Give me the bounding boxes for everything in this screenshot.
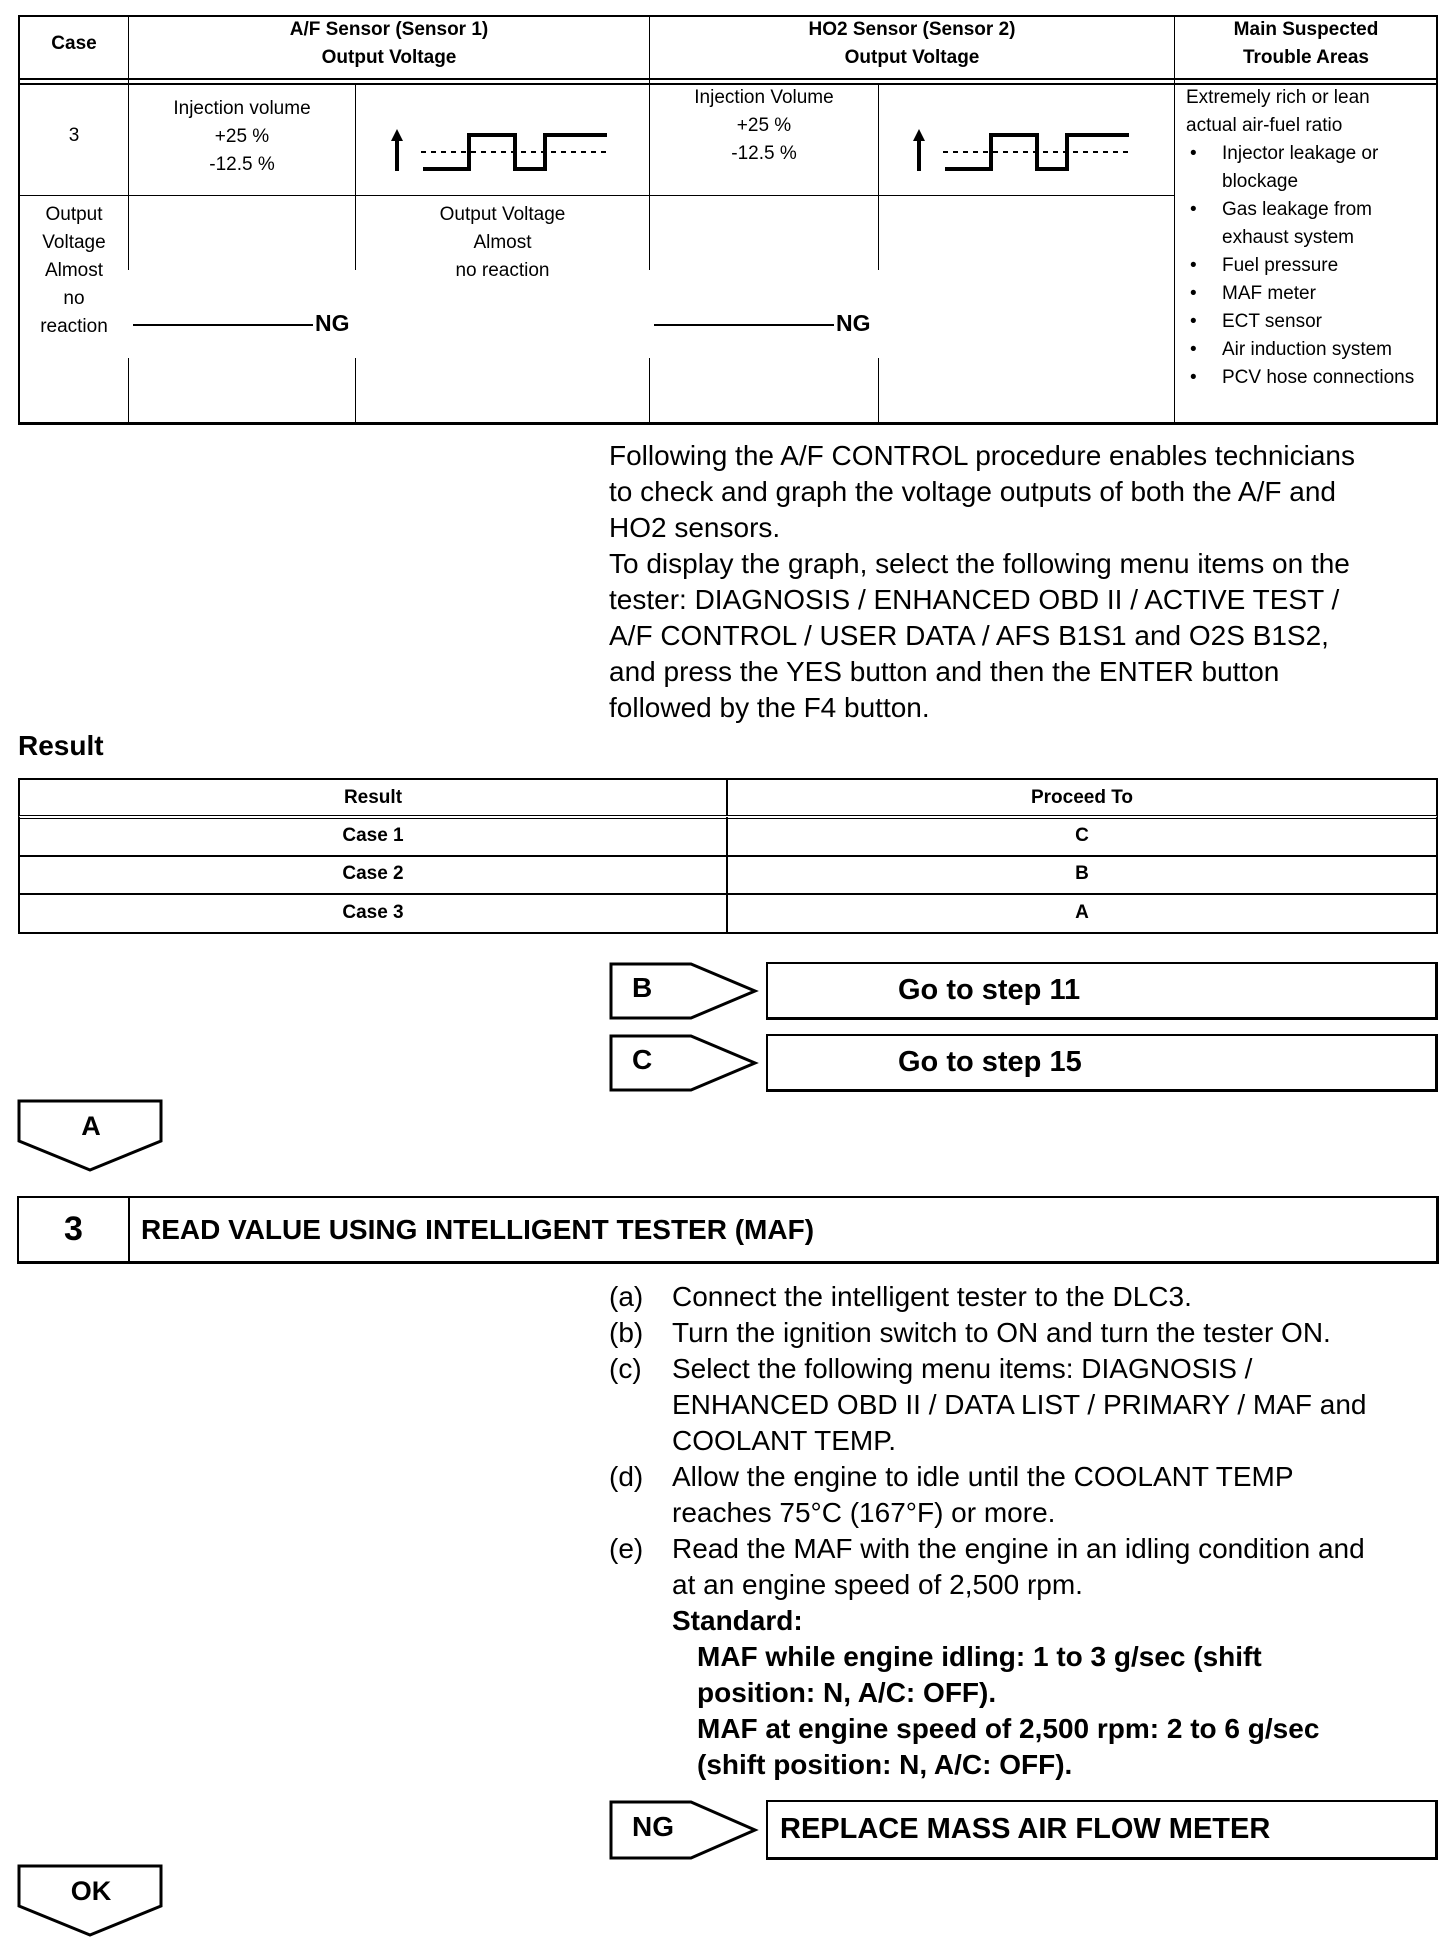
text-line: Almost bbox=[44, 260, 104, 281]
header-af-sensor bbox=[129, 16, 649, 72]
af-injection bbox=[129, 95, 355, 179]
proceed-cell: C bbox=[1075, 825, 1089, 846]
text-line: Almost bbox=[473, 232, 532, 253]
table-row bbox=[18, 893, 1438, 934]
header-result: Result bbox=[20, 780, 728, 815]
result-cell: Case 2 bbox=[20, 855, 728, 893]
branch-label-ok: OK bbox=[70, 1876, 112, 1906]
text-line: actual air-fuel ratio bbox=[1186, 115, 1343, 136]
branch-label-c: C bbox=[632, 1044, 653, 1075]
header-line: Main Suspected bbox=[1233, 19, 1379, 40]
text-line: Injection volume bbox=[173, 98, 311, 119]
header-line: HO2 Sensor (Sensor 2) bbox=[808, 19, 1016, 40]
item-key: (d) bbox=[609, 1461, 644, 1492]
case-output-description bbox=[20, 201, 128, 341]
case-number: 3 bbox=[68, 125, 80, 146]
table-row bbox=[18, 817, 1438, 857]
text-line: to check and graph the voltage outputs of both the A/F and bbox=[609, 476, 1336, 507]
text-line: no bbox=[63, 288, 85, 309]
text-line: Select the following menu items: DIAGNOSIS / bbox=[672, 1353, 1253, 1384]
step-title: READ VALUE USING INTELLIGENT TESTER (MAF) bbox=[141, 1213, 815, 1245]
text-line: Read the MAF with the engine in an idling condition and bbox=[672, 1533, 1365, 1564]
header-line: Trouble Areas bbox=[1242, 47, 1369, 68]
trouble-areas bbox=[1186, 84, 1436, 392]
header-line: Output Voltage bbox=[321, 47, 457, 68]
step-header bbox=[17, 1196, 1439, 1264]
text-line: To display the graph, select the following menu items on the bbox=[609, 548, 1350, 579]
item-key: (c) bbox=[609, 1353, 642, 1384]
text-line: Output bbox=[45, 204, 103, 225]
text-line: MAF while engine idling: 1 to 3 g/sec (shift bbox=[697, 1641, 1262, 1672]
replace-maf-meter-link[interactable]: REPLACE MASS AIR FLOW METER bbox=[766, 1800, 1438, 1860]
ho2-injection bbox=[650, 84, 878, 168]
text-line: Extremely rich or lean bbox=[1186, 87, 1370, 108]
text-line: MAF at engine speed of 2,500 rpm: 2 to 6 g/sec bbox=[697, 1713, 1320, 1744]
ng-line bbox=[654, 324, 834, 326]
header-proceed-to: Proceed To bbox=[1030, 786, 1134, 808]
branch-label-b: B bbox=[632, 972, 653, 1003]
text-line: position: N, A/C: OFF). bbox=[697, 1677, 997, 1708]
trouble-item: • Injector leakage or blockage bbox=[1182, 140, 1436, 196]
text-line: at an engine speed of 2,500 rpm. bbox=[672, 1569, 1083, 1600]
text-line: (shift position: N, A/C: OFF). bbox=[697, 1749, 1073, 1780]
text-line: Injection Volume bbox=[694, 87, 834, 108]
standard-label: Standard: bbox=[672, 1605, 803, 1636]
text-line: Allow the engine to idle until the COOLANT TEMP bbox=[672, 1461, 1294, 1492]
trouble-item: • PCV hose connections bbox=[1182, 364, 1436, 392]
text-line: Voltage bbox=[42, 232, 106, 253]
standard-values bbox=[697, 1639, 1456, 1783]
go-to-step-15-link[interactable]: Go to step 15 bbox=[766, 1034, 1438, 1092]
result-cell: Case 1 bbox=[20, 817, 728, 855]
text-line: reaches 75°C (167°F) or more. bbox=[672, 1497, 1056, 1528]
text-line: followed by the F4 button. bbox=[609, 692, 930, 723]
table-row bbox=[18, 855, 1438, 895]
result-heading: Result bbox=[18, 730, 104, 761]
branch-label-a: A bbox=[81, 1111, 101, 1141]
item-key: (b) bbox=[609, 1317, 644, 1348]
step-number: 3 bbox=[19, 1198, 130, 1261]
text-line: and press the YES button and then the ENTER button bbox=[609, 656, 1280, 687]
text-line: +25 % bbox=[214, 126, 270, 147]
ng-label: NG bbox=[315, 310, 350, 336]
ng-label: NG bbox=[836, 310, 871, 336]
text-line: no reaction bbox=[455, 260, 550, 281]
intro-paragraph bbox=[609, 438, 1449, 726]
trouble-item: • Gas leakage from exhaust system bbox=[1182, 196, 1436, 252]
text-line: HO2 sensors. bbox=[609, 512, 781, 543]
square-wave-icon bbox=[385, 125, 615, 175]
header-line: A/F Sensor (Sensor 1) bbox=[289, 19, 489, 40]
text-line: -12.5 % bbox=[209, 154, 275, 175]
header-trouble-areas bbox=[1175, 16, 1437, 72]
text-line: Connect the intelligent tester to the DLC3. bbox=[672, 1281, 1192, 1312]
proceed-cell: B bbox=[1075, 863, 1089, 884]
header-line: Output Voltage bbox=[844, 47, 980, 68]
text-line: Following the A/F CONTROL procedure enables technicians bbox=[609, 440, 1355, 471]
item-key: (a) bbox=[609, 1281, 644, 1312]
text-line: reaction bbox=[40, 316, 108, 337]
trouble-item: • Air induction system bbox=[1182, 336, 1436, 364]
ng-line bbox=[133, 324, 313, 326]
branch-label-ng: NG bbox=[632, 1811, 674, 1842]
table-header-row bbox=[18, 778, 1438, 819]
af-output-description bbox=[356, 201, 649, 285]
text-line: COOLANT TEMP. bbox=[672, 1425, 897, 1456]
item-key: (e) bbox=[609, 1533, 644, 1564]
result-cell: Case 3 bbox=[20, 893, 728, 932]
text-line: Turn the ignition switch to ON and turn the tester ON. bbox=[672, 1317, 1331, 1348]
proceed-cell: A bbox=[1075, 901, 1089, 923]
header-case: Case bbox=[51, 33, 97, 54]
text-line: -12.5 % bbox=[731, 143, 797, 164]
header-ho2-sensor bbox=[650, 16, 1174, 72]
square-wave-icon bbox=[907, 125, 1137, 175]
trouble-item: • ECT sensor bbox=[1182, 308, 1436, 336]
go-to-step-11-link[interactable]: Go to step 11 bbox=[766, 962, 1438, 1020]
trouble-item: • Fuel pressure bbox=[1182, 252, 1436, 280]
trouble-item: • MAF meter bbox=[1182, 280, 1436, 308]
text-line: tester: DIAGNOSIS / ENHANCED OBD II / ACTIVE TEST / bbox=[609, 584, 1340, 615]
text-line: Output Voltage bbox=[439, 204, 566, 225]
text-line: +25 % bbox=[736, 115, 792, 136]
text-line: A/F CONTROL / USER DATA / AFS B1S1 and O2S B1S2, bbox=[609, 620, 1329, 651]
text-line: ENHANCED OBD II / DATA LIST / PRIMARY / MAF and bbox=[672, 1389, 1367, 1420]
